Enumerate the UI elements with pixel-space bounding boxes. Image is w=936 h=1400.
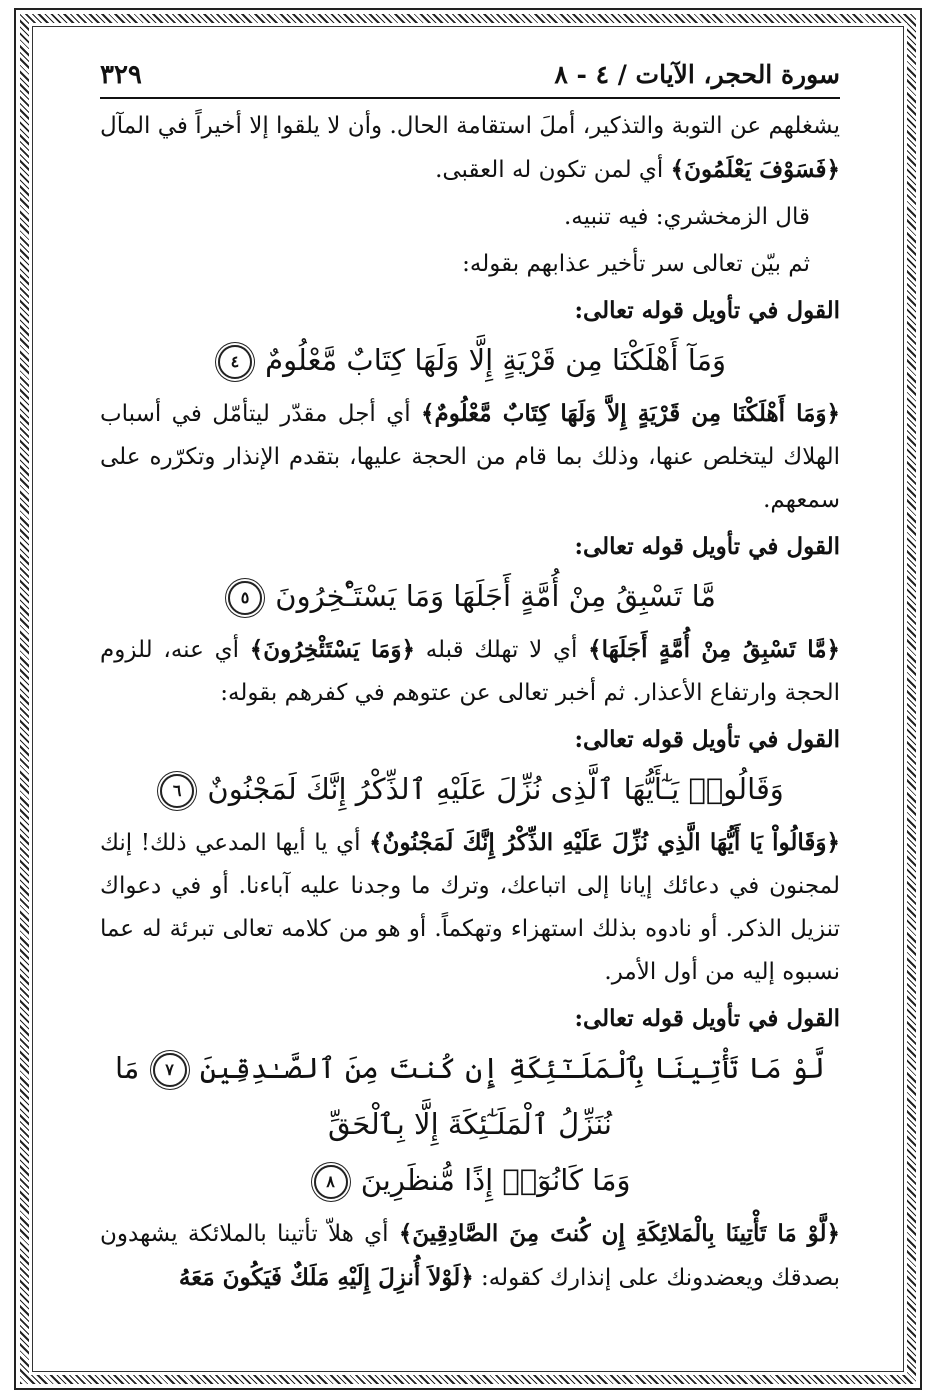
commentary-paragraph	[100, 628, 840, 715]
commentary-text: أي عنه، للزوم الحجة وارتفاع الأعذار. ثم أخبر تعالى عن عتوهم في كفرهم بقوله:	[100, 637, 840, 706]
quran-quote: ﴿وَمَا أَهْلَكْنَا مِن قَرْيَةٍ إِلاَّ وَلَهَا كِتَابٌ مَّعْلُومٌ﴾	[421, 400, 840, 427]
verse-block	[100, 1040, 840, 1208]
ayah-number-badge: ٦	[160, 774, 194, 808]
commentary-paragraph	[100, 1212, 840, 1300]
page-number: ٣٢٩	[100, 60, 142, 90]
quran-quote: ﴿فَسَوْفَ يَعْلَمُونَ﴾	[670, 156, 840, 183]
quran-quote: ﴿وَقَالُواْ يَا أَيُّهَا الَّذِي نُزِّلَ عَلَيْهِ الذِّكْرُ إِنَّكَ لَمَجْنُونٌ﴾	[369, 829, 840, 856]
commentary-paragraph	[100, 392, 840, 522]
transition-text: ثم بيّن تعالى سر تأخير عذابهم بقوله:	[462, 251, 810, 277]
verse-text: وَمَا كَانُوٓا۟ إِذًا مُّنظَرِينَ	[360, 1163, 631, 1197]
intro-line2: أي لمن تكون له العقبى.	[435, 157, 671, 183]
intro-line1: يشغلهم عن التوبة والتذكير، أملَ استقامة الحال. وأن لا يلقوا إلا أخيراً في المآل	[100, 113, 840, 139]
quran-quote: ﴿لَّوْ مَا تَأْتِينَا بِالْمَلائِكَةِ إِن كُنتَ مِنَ الصَّادِقِينَ﴾	[398, 1220, 840, 1247]
quran-quote: ﴿وَمَا يَسْتَئْخِرُونَ﴾	[249, 636, 415, 663]
ayah-number-badge: ٨	[314, 1165, 348, 1199]
ayah-number-badge: ٧	[153, 1053, 187, 1087]
section-heading: القول في تأويل قوله تعالى:	[574, 1005, 840, 1032]
verse-text: مَّا تَسْبِقُ مِنْ أُمَّةٍ أَجَلَهَا وَمَا يَسْتَـْٔخِرُونَ	[275, 579, 716, 613]
book-page	[100, 55, 840, 1304]
surah-title: سورة الحجر، الآيات / ٤ - ٨	[554, 60, 840, 89]
commentary-text: أي أجل مقدّر ليتأمّل في أسباب الهلاك ليتخلص عنها، وذلك بما قام من الحجة عليها، بتقدم الإنذار وتكرّره على سمعهم.	[100, 401, 840, 513]
ayah-number-badge: ٥	[228, 581, 262, 615]
verse-text: لَّوْ مَا تَأْتِينَا بِٱلْمَلَـٰٓئِكَةِ إِن كُنتَ مِنَ ٱلصَّـٰدِقِينَ	[199, 1051, 826, 1085]
commentary-paragraph	[100, 821, 840, 994]
verse-block	[100, 568, 840, 624]
verse-text: وَمَآ أَهْلَكْنَا مِن قَرْيَةٍ إِلَّا وَلَهَا كِتَابٌ مَّعْلُومٌ	[265, 343, 727, 377]
verse-text: مَا نُنَزِّلُ ٱلْمَلَـٰٓئِكَةَ إِلَّا بِٱلْحَقِّ	[114, 1051, 612, 1141]
ayah-number-badge: ٤	[218, 345, 252, 379]
verse-text: وَقَالُوا۟ يَـٰٓأَيُّهَا ٱلَّذِى نُزِّلَ عَلَيْهِ ٱلذِّكْرُ إِنَّكَ لَمَجْنُونٌ	[207, 772, 784, 806]
commentary-text: أي لا تهلك قبله	[414, 637, 589, 663]
quran-quote: ﴿مَّا تَسْبِقُ مِنْ أُمَّةٍ أَجَلَهَا﴾	[588, 636, 841, 663]
running-header	[100, 55, 840, 99]
commentary-text: أي هلاّ تأتينا بالملائكة يشهدون بصدقك ويعضدونك على إنذارك كقوله:	[100, 1221, 840, 1291]
commentary-text: أي يا أيها المدعي ذلك! إنك لمجنون في دعائك إيانا إلى اتباعك، وترك ما وجدنا عليه آباءنا. أو في دعواك تنزيل الذكر. أو نادوه بذلك استهزاء وتهكماً. أو هو من كلامه تعالى تبرئة له عما نسبوه إليه من أول الأمر.	[100, 830, 840, 985]
verse-block	[100, 761, 840, 817]
section-heading: القول في تأويل قوله تعالى:	[574, 726, 840, 753]
section-heading: القول في تأويل قوله تعالى:	[574, 297, 840, 324]
zamakhshari-note: قال الزمخشري: فيه تنبيه.	[564, 204, 810, 230]
section-heading: القول في تأويل قوله تعالى:	[574, 533, 840, 560]
verse-block	[100, 332, 840, 388]
quran-quote: ﴿لَوْلاَ أُنزِلَ إِلَيْهِ مَلَكٌ فَيَكُونَ مَعَهُ	[178, 1264, 474, 1291]
intro-paragraph	[100, 105, 840, 192]
